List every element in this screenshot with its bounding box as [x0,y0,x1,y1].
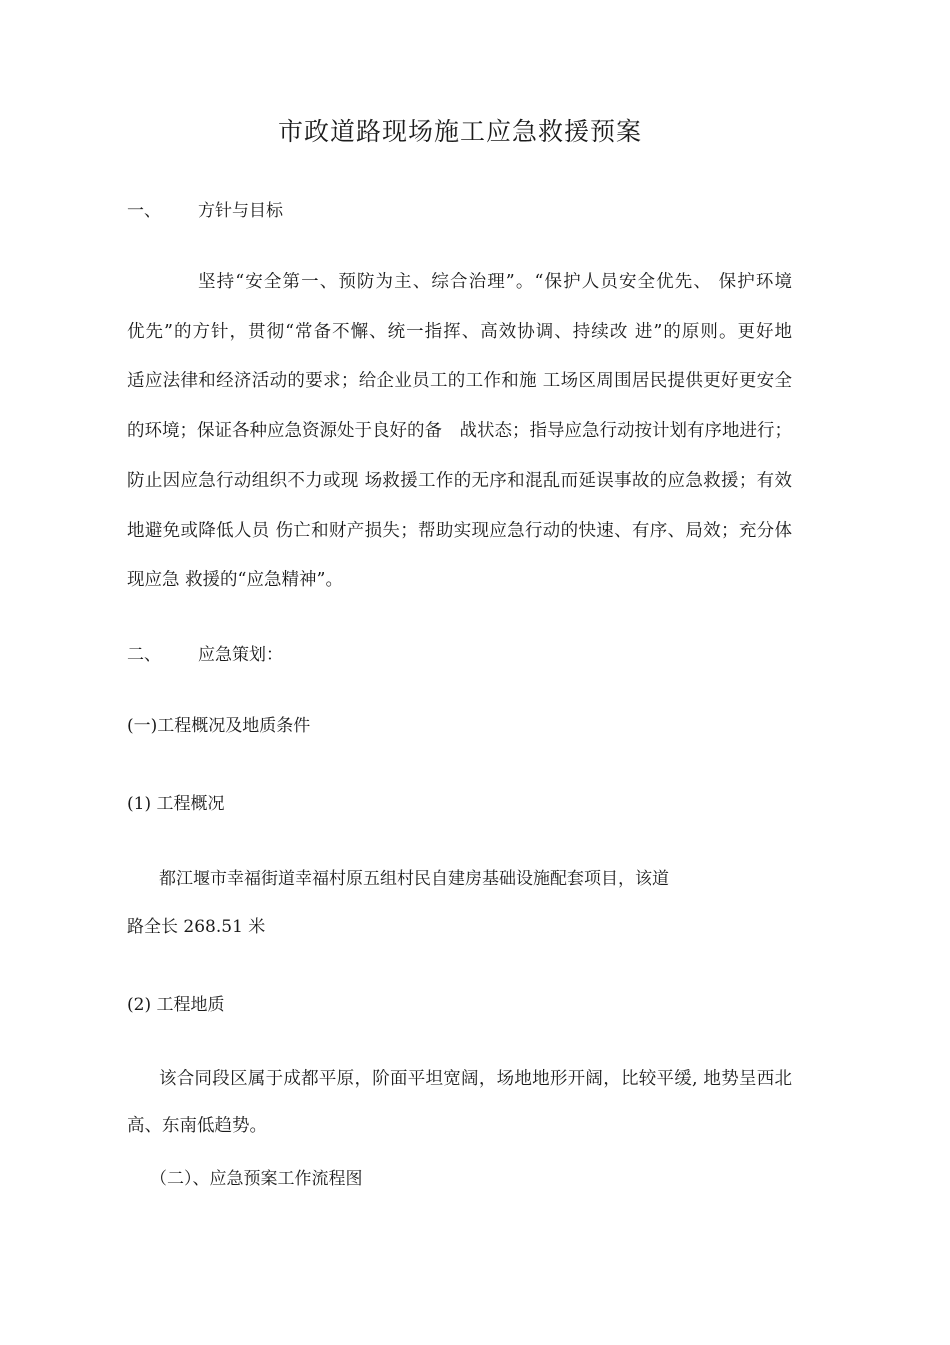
document-title: 市政道路现场施工应急救援预案 [277,117,642,146]
item-2-heading: (2) 工程地质 [127,995,225,1015]
section-2-number: 二、 [127,645,161,665]
paragraph-line: 适应法律和经济活动的要求；给企业员工的工作和施 工场区周围居民提供更好更安全 [127,371,792,391]
subsection-1-heading: (一)工程概况及地质条件 [127,716,311,736]
item-2-text-line: 该合同段区属于成都平原，阶面平坦宽阔，场地地形开阔，比较平缓, 地势呈西北 [159,1069,792,1089]
paragraph-line: 坚持“安全第一、预防为主、综合治理”。“保护人员安全优先、 保护环境 [198,272,792,292]
item-1-text-line: 路全长 268.51 米 [127,917,266,937]
paragraph-line: 现应急 救援的“应急精神”。 [127,570,343,590]
section-1-number: 一、 [127,201,161,221]
item-1-text-line: 都江堰市幸福街道幸福村原五组村民自建房基础设施配套项目，该道 [159,869,669,889]
section-1-heading: 方针与目标 [198,201,283,221]
item-2-text-line: 高、东南低趋势。 [127,1116,267,1136]
paragraph-line: 地避免或降低人员 伤亡和财产损失；帮助实现应急行动的快速、有序、局效；充分体 [127,521,792,541]
item-1-heading: (1) 工程概况 [127,794,225,814]
paragraph-line: 的环境；保证各种应急资源处于良好的备 战状态；指导应急行动按计划有序地进行； [127,421,792,441]
section-2-heading: 应急策划： [198,645,283,665]
paragraph-line: 优先”的方针，贯彻“常备不懈、统一指挥、高效协调、持续改 进”的原则。更好地 [127,322,792,342]
subsection-2-heading: （二）、应急预案工作流程图 [150,1169,363,1189]
paragraph-line: 防止因应急行动组织不力或现 场救援工作的无序和混乱而延误事故的应急救援；有效 [127,471,792,491]
